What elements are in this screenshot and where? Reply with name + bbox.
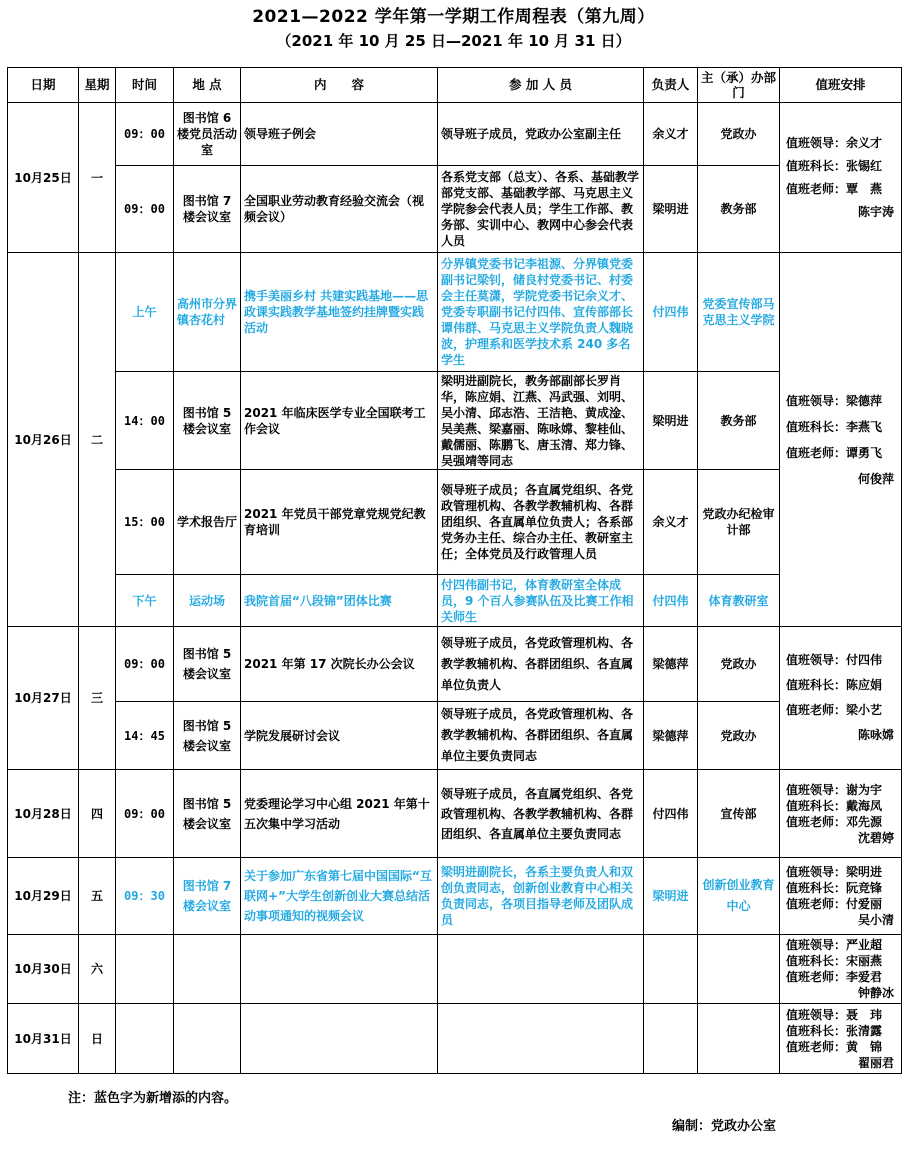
header-date: 日期 [8,68,79,103]
time-cell: 09：30 [116,858,174,935]
duty-teacher: 值班老师：梁小艺 [786,703,883,717]
duty-cell [780,103,902,253]
weekday-cell: 三 [79,627,116,770]
header-weekday: 星期 [79,68,116,103]
place-cell: 图书馆 7 楼会议室 [174,858,241,935]
header-content: 内 容 [241,68,438,103]
time-cell: 09：00 [116,770,174,858]
time-cell: 09：00 [116,166,174,253]
dept-cell: 党委宣传部马克思主义学院 [698,253,780,372]
duty-chief: 值班科长：戴海凤 [786,798,883,813]
place-cell: 图书馆 6 楼党员活动室 [174,103,241,166]
time-cell: 14：45 [116,702,174,770]
header-row [8,68,902,103]
place-cell: 图书馆 5 楼会议室 [174,770,241,858]
owner-cell [644,1004,698,1074]
time-cell: 15：00 [116,470,174,575]
place-cell: 图书馆 5 楼会议室 [174,372,241,470]
participants-cell: 领导班子成员，各党政管理机构、各教学教辅机构、各群团组织、各直属单位主要负责同志 [438,702,644,770]
duty-cell [780,1004,902,1074]
dept-cell: 体育教研室 [698,575,780,627]
duty-leader: 值班领导：谢为宇 [786,782,883,797]
duty-teacher2: 何俊萍 [857,471,894,486]
time-cell [116,1004,174,1074]
time-cell: 09：00 [116,627,174,702]
duty-teacher: 值班老师：付爱丽 [786,897,883,911]
duty-leader: 值班领导：付四伟 [786,653,883,667]
dept-cell: 党政办 [698,702,780,770]
participants-cell: 分界镇党委书记李祖源、分界镇党委副书记梁钊，储良村党委书记、村委会主任莫潇，学院党委书记余义才、党委专职副书记付四伟、宣传部部长谭伟群、马克思主义学院负责人魏晓波，护理系和医学技术系 240 多名学生 [438,253,644,372]
participants-cell [438,1004,644,1074]
table-row [8,372,902,470]
date-cell: 10月27日 [8,627,79,770]
duty-leader: 值班领导：聂 玮 [786,1007,883,1022]
dept-cell: 党政办纪检审计部 [698,470,780,575]
weekday-cell: 四 [79,770,116,858]
content-cell: 我院首届“八段锦”团体比赛 [241,575,438,627]
dept-cell: 宣传部 [698,770,780,858]
owner-cell: 付四伟 [644,770,698,858]
owner-cell: 梁明进 [644,166,698,253]
content-cell: 党委理论学习中心组 2021 年第十五次集中学习活动 [241,770,438,858]
duty-teacher2: 陈宇涛 [857,204,894,219]
duty-chief: 值班科长：张锡红 [786,158,883,173]
table-row [8,575,902,627]
place-cell: 高州市分界镇杏花村 [174,253,241,372]
page-title: 2021—2022 学年第一学期工作周程表（第九周） [252,7,655,27]
content-cell: 关于参加广东省第七届中国国际“互联网+”大学生创新创业大赛总结活动事项通知的视频会议 [241,858,438,935]
table-row [8,253,902,372]
content-cell: 领导班子例会 [241,103,438,166]
time-cell [116,935,174,1004]
table-row [8,702,902,770]
duty-cell [780,627,902,770]
owner-cell: 余义才 [644,470,698,575]
date-range-subtitle: （2021 年 10 月 25 日—2021 年 10 月 31 日） [276,32,631,50]
content-cell: 2021 年党员干部党章党规党纪教育培训 [241,470,438,575]
time-cell: 09：00 [116,103,174,166]
table-row [8,166,902,253]
duty-cell [780,858,902,935]
dept-cell [698,935,780,1004]
participants-cell: 各系党支部（总支）、各系、基础教学部党支部、基础教学部、马克思主义学院参会代表人员；学生工作部、教务部、实训中心、教网中心参会代表人员 [438,166,644,253]
duty-leader: 值班领导：梁明进 [786,865,883,879]
dept-cell: 创新创业教育中心 [698,858,780,935]
weekly-schedule-table [7,67,902,1074]
weekday-cell: 二 [79,253,116,627]
duty-cell [780,253,902,627]
duty-teacher2: 沈碧婷 [857,830,894,845]
header-time: 时间 [116,68,174,103]
duty-chief: 值班科长：张清露 [786,1023,883,1038]
table-row [8,770,902,858]
owner-cell: 付四伟 [644,575,698,627]
owner-cell: 梁明进 [644,858,698,935]
participants-cell: 领导班子成员，各党政管理机构、各教学教辅机构、各群团组织、各直属单位负责人 [438,627,644,702]
weekday-cell: 六 [79,935,116,1004]
owner-cell [644,935,698,1004]
editor-credit: 编制：党政办公室 [672,1119,777,1134]
date-cell: 10月30日 [8,935,79,1004]
legend-note: 注：蓝色字为新增添的内容。 [68,1091,238,1106]
duty-cell [780,935,902,1004]
content-cell [241,1004,438,1074]
date-cell: 10月26日 [8,253,79,627]
owner-cell: 梁明进 [644,372,698,470]
dept-cell: 党政办 [698,627,780,702]
owner-cell: 余义才 [644,103,698,166]
header-participants: 参 加 人 员 [438,68,644,103]
participants-cell: 领导班子成员，各直属党组织、各党政管理机构、各教学教辅机构、各群团组织、各直属单位主要负责同志 [438,770,644,858]
content-cell: 学院发展研讨会议 [241,702,438,770]
dept-cell: 教务部 [698,166,780,253]
table-row [8,103,902,166]
duty-teacher: 值班老师：邓先源 [786,814,883,829]
time-cell: 下午 [116,575,174,627]
weekday-cell: 五 [79,858,116,935]
owner-cell: 付四伟 [644,253,698,372]
participants-cell: 梁明进副院长，教务部副部长罗肖华，陈应娟、江燕、冯武强、刘明、吴小清、邱志浩、王洁艳、黄成淦、吴美燕、梁嘉丽、陈咏嫦、黎桂仙、戴儒丽、陈鹏飞、唐玉清、郑力锋、吴强靖等同志 [438,372,644,470]
date-cell: 10月25日 [8,103,79,253]
header-dept: 主（承）办部 门 [698,68,780,103]
table-row [8,627,902,702]
weekday-cell: 一 [79,103,116,253]
participants-cell: 梁明进副院长，各系主要负责人和双创负责同志，创新创业教育中心相关负责同志，各项目指导老师及团队成员 [438,858,644,935]
duty-chief: 值班科长：阮竞锋 [786,881,883,895]
participants-cell: 领导班子成员，党政办公室副主任 [438,103,644,166]
dept-cell [698,1004,780,1074]
content-cell: 2021 年临床医学专业全国联考工作会议 [241,372,438,470]
date-cell: 10月31日 [8,1004,79,1074]
duty-teacher2: 陈咏嫦 [857,728,894,742]
duty-teacher: 值班老师：谭勇飞 [786,445,883,460]
header-place: 地 点 [174,68,241,103]
duty-leader: 值班领导：严业超 [786,938,883,952]
duty-leader: 值班领导：梁德萍 [786,393,883,408]
owner-cell: 梁德萍 [644,627,698,702]
date-cell: 10月29日 [8,858,79,935]
table-row [8,470,902,575]
duty-teacher2: 吴小清 [857,913,894,927]
place-cell: 图书馆 5 楼会议室 [174,627,241,702]
table-row [8,858,902,935]
content-cell [241,935,438,1004]
duty-chief: 值班科长：宋丽燕 [786,954,883,968]
place-cell: 学术报告厅 [174,470,241,575]
table-row [8,1004,902,1074]
place-cell: 运动场 [174,575,241,627]
dept-cell: 教务部 [698,372,780,470]
place-cell [174,935,241,1004]
date-cell: 10月28日 [8,770,79,858]
dept-cell: 党政办 [698,103,780,166]
place-cell: 图书馆 5 楼会议室 [174,702,241,770]
duty-teacher2: 翟丽君 [857,1055,894,1070]
duty-cell [780,770,902,858]
duty-leader: 值班领导：余义才 [786,135,883,150]
place-cell [174,1004,241,1074]
header-duty: 值班安排 [780,68,902,103]
duty-teacher2: 钟静冰 [857,986,894,1000]
header-owner: 负责人 [644,68,698,103]
content-cell: 全国职业劳动教育经验交流会（视频会议） [241,166,438,253]
duty-teacher: 值班老师：覃 燕 [786,181,883,196]
duty-teacher: 值班老师：黄 锦 [786,1039,883,1054]
owner-cell: 梁德萍 [644,702,698,770]
content-cell: 携手美丽乡村 共建实践基地——思政课实践教学基地签约挂牌暨实践活动 [241,253,438,372]
participants-cell: 领导班子成员；各直属党组织、各党政管理机构、各教学教辅机构、各群团组织、各直属单位负责人；各系部党务办主任、综合办主任、教研室主任；全体党员及行政管理人员 [438,470,644,575]
weekday-cell: 日 [79,1004,116,1074]
duty-teacher: 值班老师：李爱君 [786,970,883,984]
time-cell: 14：00 [116,372,174,470]
place-cell: 图书馆 7 楼会议室 [174,166,241,253]
duty-chief: 值班科长：李燕飞 [786,419,883,434]
participants-cell: 付四伟副书记，体育教研室全体成员，9 个百人参赛队伍及比赛工作相关师生 [438,575,644,627]
participants-cell [438,935,644,1004]
content-cell: 2021 年第 17 次院长办公会议 [241,627,438,702]
table-row [8,935,902,1004]
duty-chief: 值班科长：陈应娟 [786,678,883,692]
time-cell: 上午 [116,253,174,372]
